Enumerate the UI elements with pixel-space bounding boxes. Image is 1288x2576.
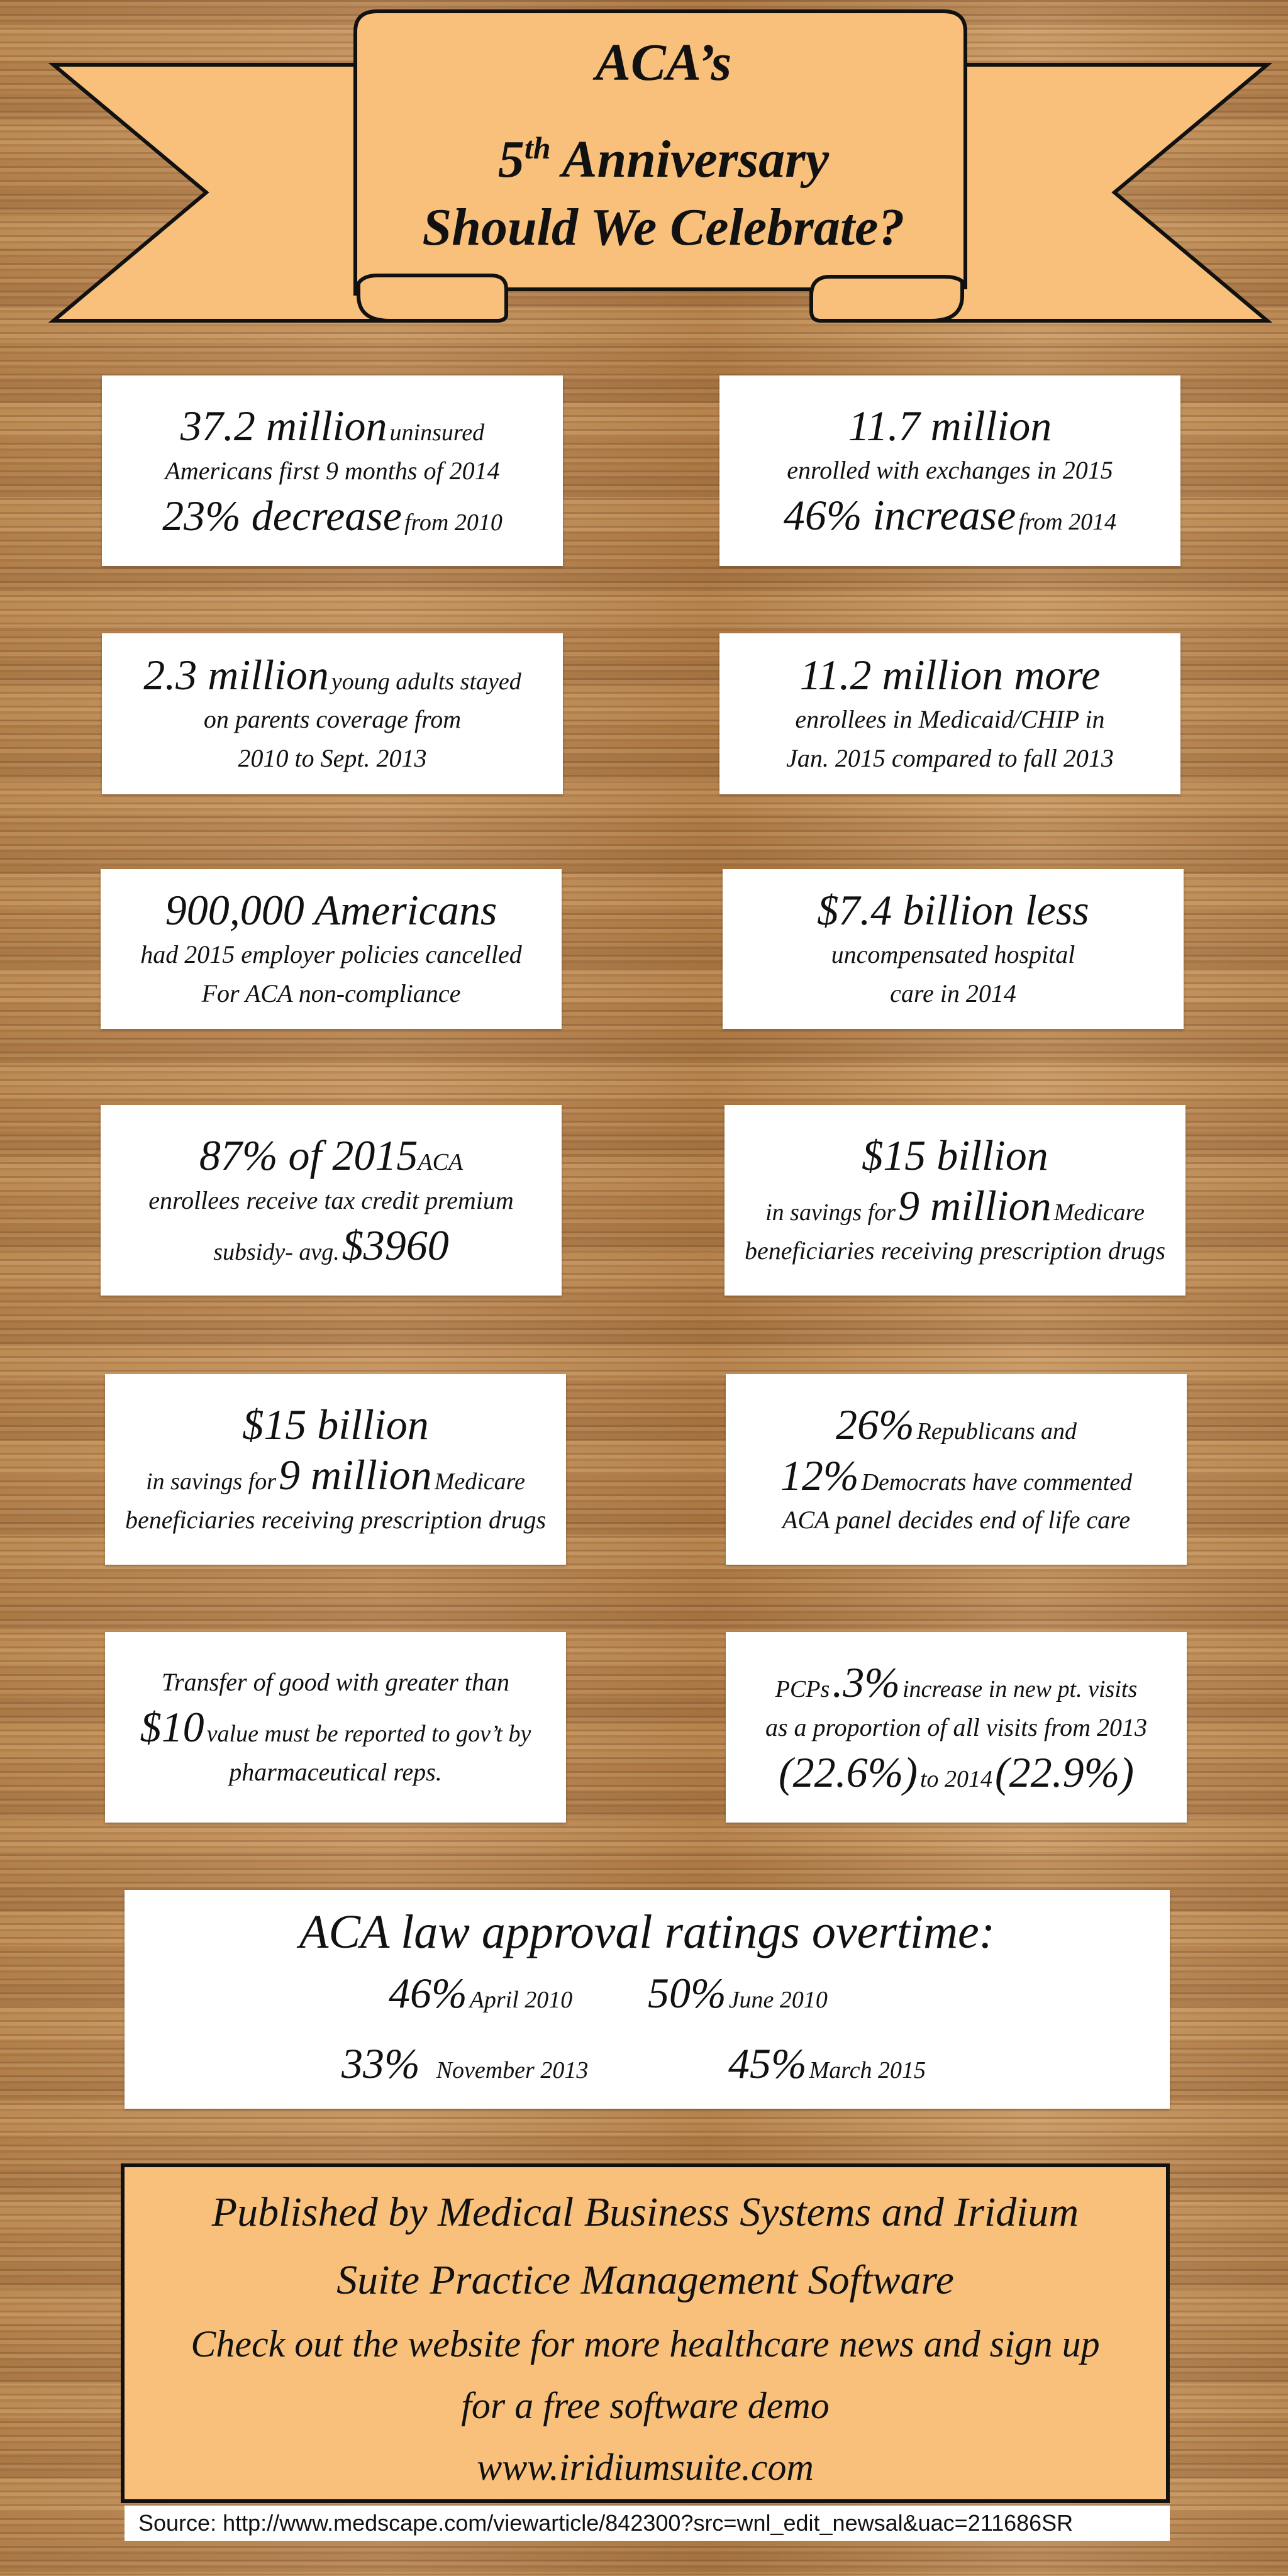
medicare-left-prefix: in savings for xyxy=(146,1468,276,1496)
publisher-box xyxy=(121,2163,1170,2503)
uninsured-label: uninsured xyxy=(389,419,485,446)
title-line-3: Should We Celebrate? xyxy=(422,198,905,257)
title-line-1: ACA’s xyxy=(595,33,732,92)
medicare-left-suffix: Medicare xyxy=(434,1468,525,1496)
title-anniversary-word: Anniversary xyxy=(562,130,830,189)
rating-item xyxy=(389,1968,572,2018)
medicare-left-count: 9 million xyxy=(279,1451,432,1499)
uninsured-decrease-base: from 2010 xyxy=(404,509,502,536)
stat-card-medicaid xyxy=(719,633,1180,794)
stat-card-transfer xyxy=(105,1632,566,1823)
tax-credit-aca: ACA xyxy=(418,1148,464,1175)
approval-ratings-title: ACA law approval ratings overtime: xyxy=(299,1906,996,1958)
pcps-2014-pct: (22.9%) xyxy=(995,1748,1134,1796)
stat-card-pcps xyxy=(726,1632,1187,1823)
cancelled-line-2: had 2015 employer policies cancelled xyxy=(140,940,522,969)
medicare-left-line-3: beneficiaries receiving prescription drugs xyxy=(125,1506,547,1535)
title-anniversary-suffix: th xyxy=(524,130,551,165)
rating-date: March 2015 xyxy=(809,2057,926,2084)
exchanges-label: enrolled with exchanges in 2015 xyxy=(787,456,1113,485)
rating-date: April 2010 xyxy=(469,1987,573,2013)
hospital-line-2: uncompensated hospital xyxy=(831,940,1075,969)
rating-item xyxy=(648,1968,828,2018)
title-anniversary-number: 5 xyxy=(497,130,525,189)
uninsured-period: Americans first 9 months of 2014 xyxy=(165,456,500,485)
stat-card-uninsured xyxy=(102,375,563,566)
hospital-amount: $7.4 billion less xyxy=(817,886,1089,934)
medicare-left-amount: $15 billion xyxy=(242,1400,429,1448)
publisher-line-2: Suite Practice Management Software xyxy=(336,2257,954,2303)
medicaid-count: 11.2 million more xyxy=(799,650,1101,699)
medicare-right-line-3: beneficiaries receiving prescription drugs xyxy=(744,1236,1166,1265)
medicaid-line-2: enrollees in Medicaid/CHIP in xyxy=(795,705,1105,734)
medicare-right-amount: $15 billion xyxy=(862,1131,1048,1179)
young-adults-line-3: 2010 to Sept. 2013 xyxy=(238,744,427,773)
end-of-life-republicans-pct: 26% xyxy=(835,1400,914,1448)
pcps-label: PCPs xyxy=(775,1675,830,1702)
rating-pct: 33% xyxy=(341,2040,420,2087)
pcps-increase-label: increase in new pt. visits xyxy=(902,1675,1138,1702)
young-adults-label: young adults stayed xyxy=(331,668,521,695)
cancelled-count: 900,000 Americans xyxy=(165,886,497,934)
stat-card-young-adults xyxy=(102,633,563,794)
tax-credit-subsidy-amount: $3960 xyxy=(341,1221,449,1269)
tax-credit-percent: 87% of 2015 xyxy=(199,1131,418,1179)
rating-pct: 45% xyxy=(728,2040,807,2087)
approval-ratings-panel xyxy=(125,1890,1170,2109)
cancelled-line-3: For ACA non-compliance xyxy=(201,979,461,1008)
rating-pct: 50% xyxy=(648,1969,726,2017)
young-adults-count: 2.3 million xyxy=(143,650,329,699)
hospital-line-3: care in 2014 xyxy=(890,979,1016,1008)
ribbon-left-tail xyxy=(53,65,390,321)
transfer-line-1: Transfer of good with greater than xyxy=(161,1668,509,1697)
stat-card-tax-credit xyxy=(101,1105,562,1296)
stat-card-end-of-life xyxy=(726,1374,1187,1565)
rating-date: November 2013 xyxy=(436,2057,589,2084)
young-adults-line-2: on parents coverage from xyxy=(203,705,462,734)
end-of-life-democrats-label: Democrats have commented xyxy=(861,1468,1133,1496)
exchanges-increase: 46% increase xyxy=(783,491,1016,540)
uninsured-decrease: 23% decrease xyxy=(162,491,402,540)
title-line-2 xyxy=(362,113,965,194)
rating-item xyxy=(341,2039,588,2089)
transfer-line-3: pharmaceutical reps. xyxy=(229,1757,442,1786)
stat-card-cancelled-policies xyxy=(101,869,562,1029)
source-citation: Source: http://www.medscape.com/viewarticle/842300?src=wnl_edit_newsal&uac=211686SR xyxy=(125,2506,1170,2541)
exchanges-count: 11.7 million xyxy=(848,401,1052,450)
tax-credit-line-2: enrollees receive tax credit premium xyxy=(148,1185,514,1214)
medicare-right-suffix: Medicare xyxy=(1053,1199,1145,1226)
end-of-life-republicans-label: Republicans and xyxy=(916,1418,1077,1445)
publisher-line-4: for a free software demo xyxy=(461,2384,830,2426)
stat-card-medicare-savings-left xyxy=(105,1374,566,1565)
tax-credit-subsidy-label: subsidy- avg. xyxy=(213,1238,340,1265)
stat-card-exchanges xyxy=(719,375,1180,566)
pcps-2013-pct: (22.6%) xyxy=(779,1748,918,1796)
stat-card-medicare-savings-right xyxy=(724,1105,1185,1296)
medicaid-line-3: Jan. 2015 compared to fall 2013 xyxy=(786,744,1114,773)
rating-pct: 46% xyxy=(389,1969,467,2017)
ribbon-left-fold xyxy=(358,270,506,321)
pcps-line-2: as a proportion of all visits from 2013 xyxy=(765,1713,1148,1741)
publisher-line-1: Published by Medical Business Systems and Iridium xyxy=(211,2189,1079,2235)
uninsured-count: 37.2 million xyxy=(180,401,387,450)
end-of-life-democrats-pct: 12% xyxy=(780,1451,859,1499)
pcps-to-2014: to 2014 xyxy=(919,1765,993,1792)
medicare-right-prefix: in savings for xyxy=(765,1199,896,1226)
transfer-line-2: value must be reported to gov’t by xyxy=(206,1721,531,1748)
rating-item xyxy=(728,2039,926,2089)
medicare-right-count: 9 million xyxy=(898,1182,1052,1230)
transfer-amount: $10 xyxy=(140,1703,204,1752)
publisher-line-3: Check out the website for more healthcare news and sign up xyxy=(191,2323,1100,2365)
rating-date: June 2010 xyxy=(728,1987,828,2013)
exchanges-increase-base: from 2014 xyxy=(1018,509,1117,536)
stat-card-hospital-care xyxy=(723,869,1184,1029)
pcps-increase: .3% xyxy=(832,1658,900,1706)
website-link[interactable]: www.iridiumsuite.com xyxy=(477,2446,814,2488)
end-of-life-line-3: ACA panel decides end of life care xyxy=(782,1506,1131,1535)
